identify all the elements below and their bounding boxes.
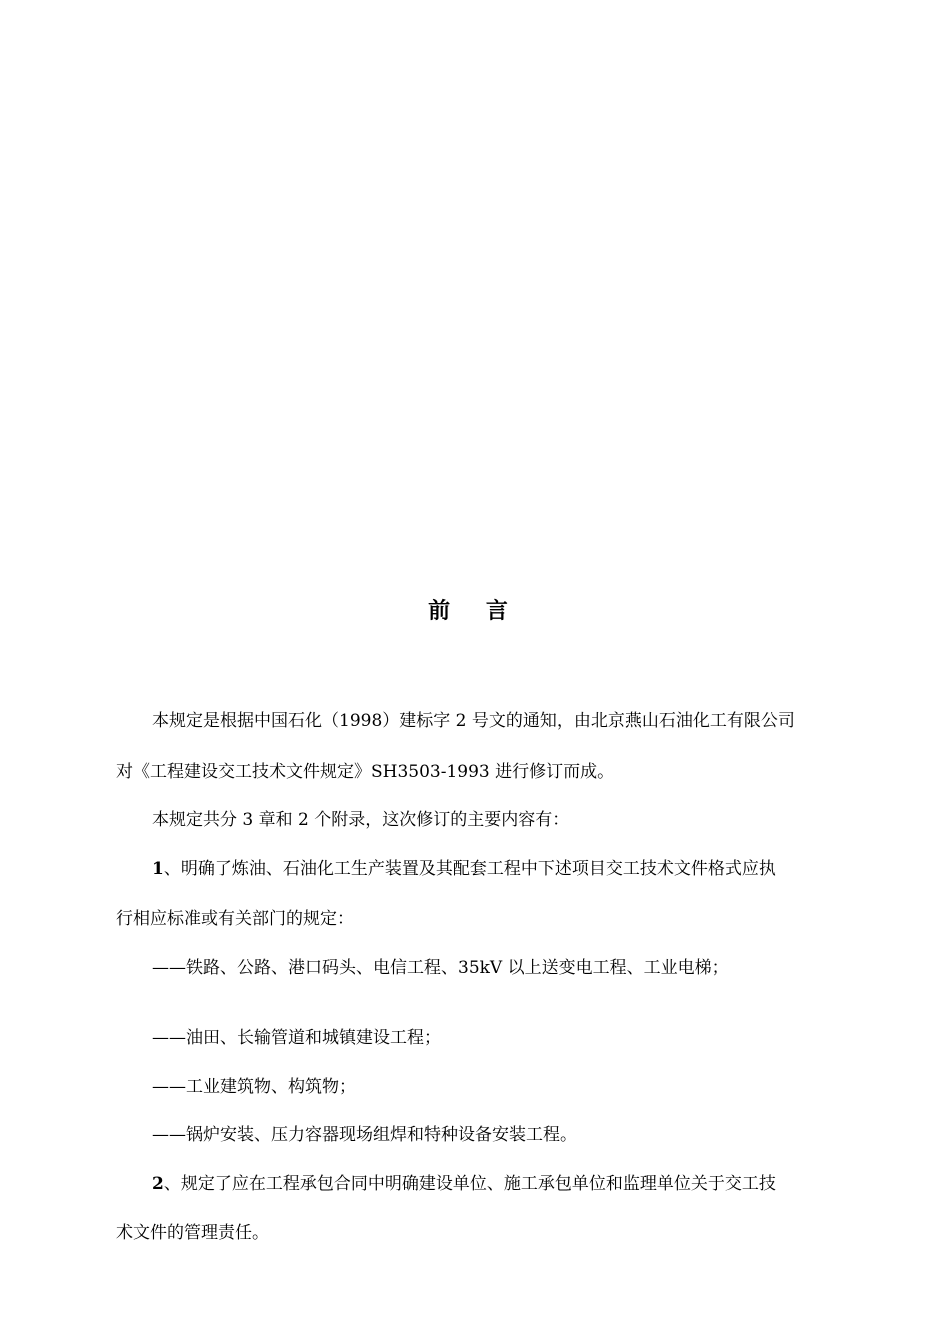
list-item-1-line-1 <box>152 857 776 881</box>
list-item-1-line-2: 行相应标准或有关部门的规定： <box>116 909 354 929</box>
dash-item-2: ——油田、长输管道和城镇建设工程； <box>152 1028 441 1048</box>
dash-item-3: ——工业建筑物、构筑物； <box>152 1077 356 1097</box>
list-item-2-line-2: 术文件的管理责任。 <box>116 1223 269 1243</box>
list-item-2-text: 、规定了应在工程承包合同中明确建设单位、施工承包单位和监理单位关于交工技 <box>163 1174 776 1194</box>
list-item-1-text: 、明确了炼油、石油化工生产装置及其配套工程中下述项目交工技术文件格式应执 <box>163 859 776 879</box>
paragraph-1-line-2: 对《工程建设交工技术文件规定》SH3503-1993 进行修订而成。 <box>116 762 615 782</box>
list-item-2-number: 2 <box>152 1174 164 1194</box>
dash-item-1: ——铁路、公路、港口码头、电信工程、35kV 以上送变电工程、工业电梯； <box>152 958 729 978</box>
list-item-2-line-1 <box>152 1172 776 1196</box>
list-item-1-number: 1 <box>152 859 164 879</box>
dash-item-4: ——锅炉安装、压力容器现场组焊和特种设备安装工程。 <box>152 1125 577 1145</box>
paragraph-1-line-1: 本规定是根据中国石化（1998）建标字 2 号文的通知，由北京燕山石油化工有限公司 <box>152 711 795 731</box>
page-title: 前 言 <box>428 599 522 624</box>
paragraph-2: 本规定共分 3 章和 2 个附录，这次修订的主要内容有： <box>152 810 570 830</box>
